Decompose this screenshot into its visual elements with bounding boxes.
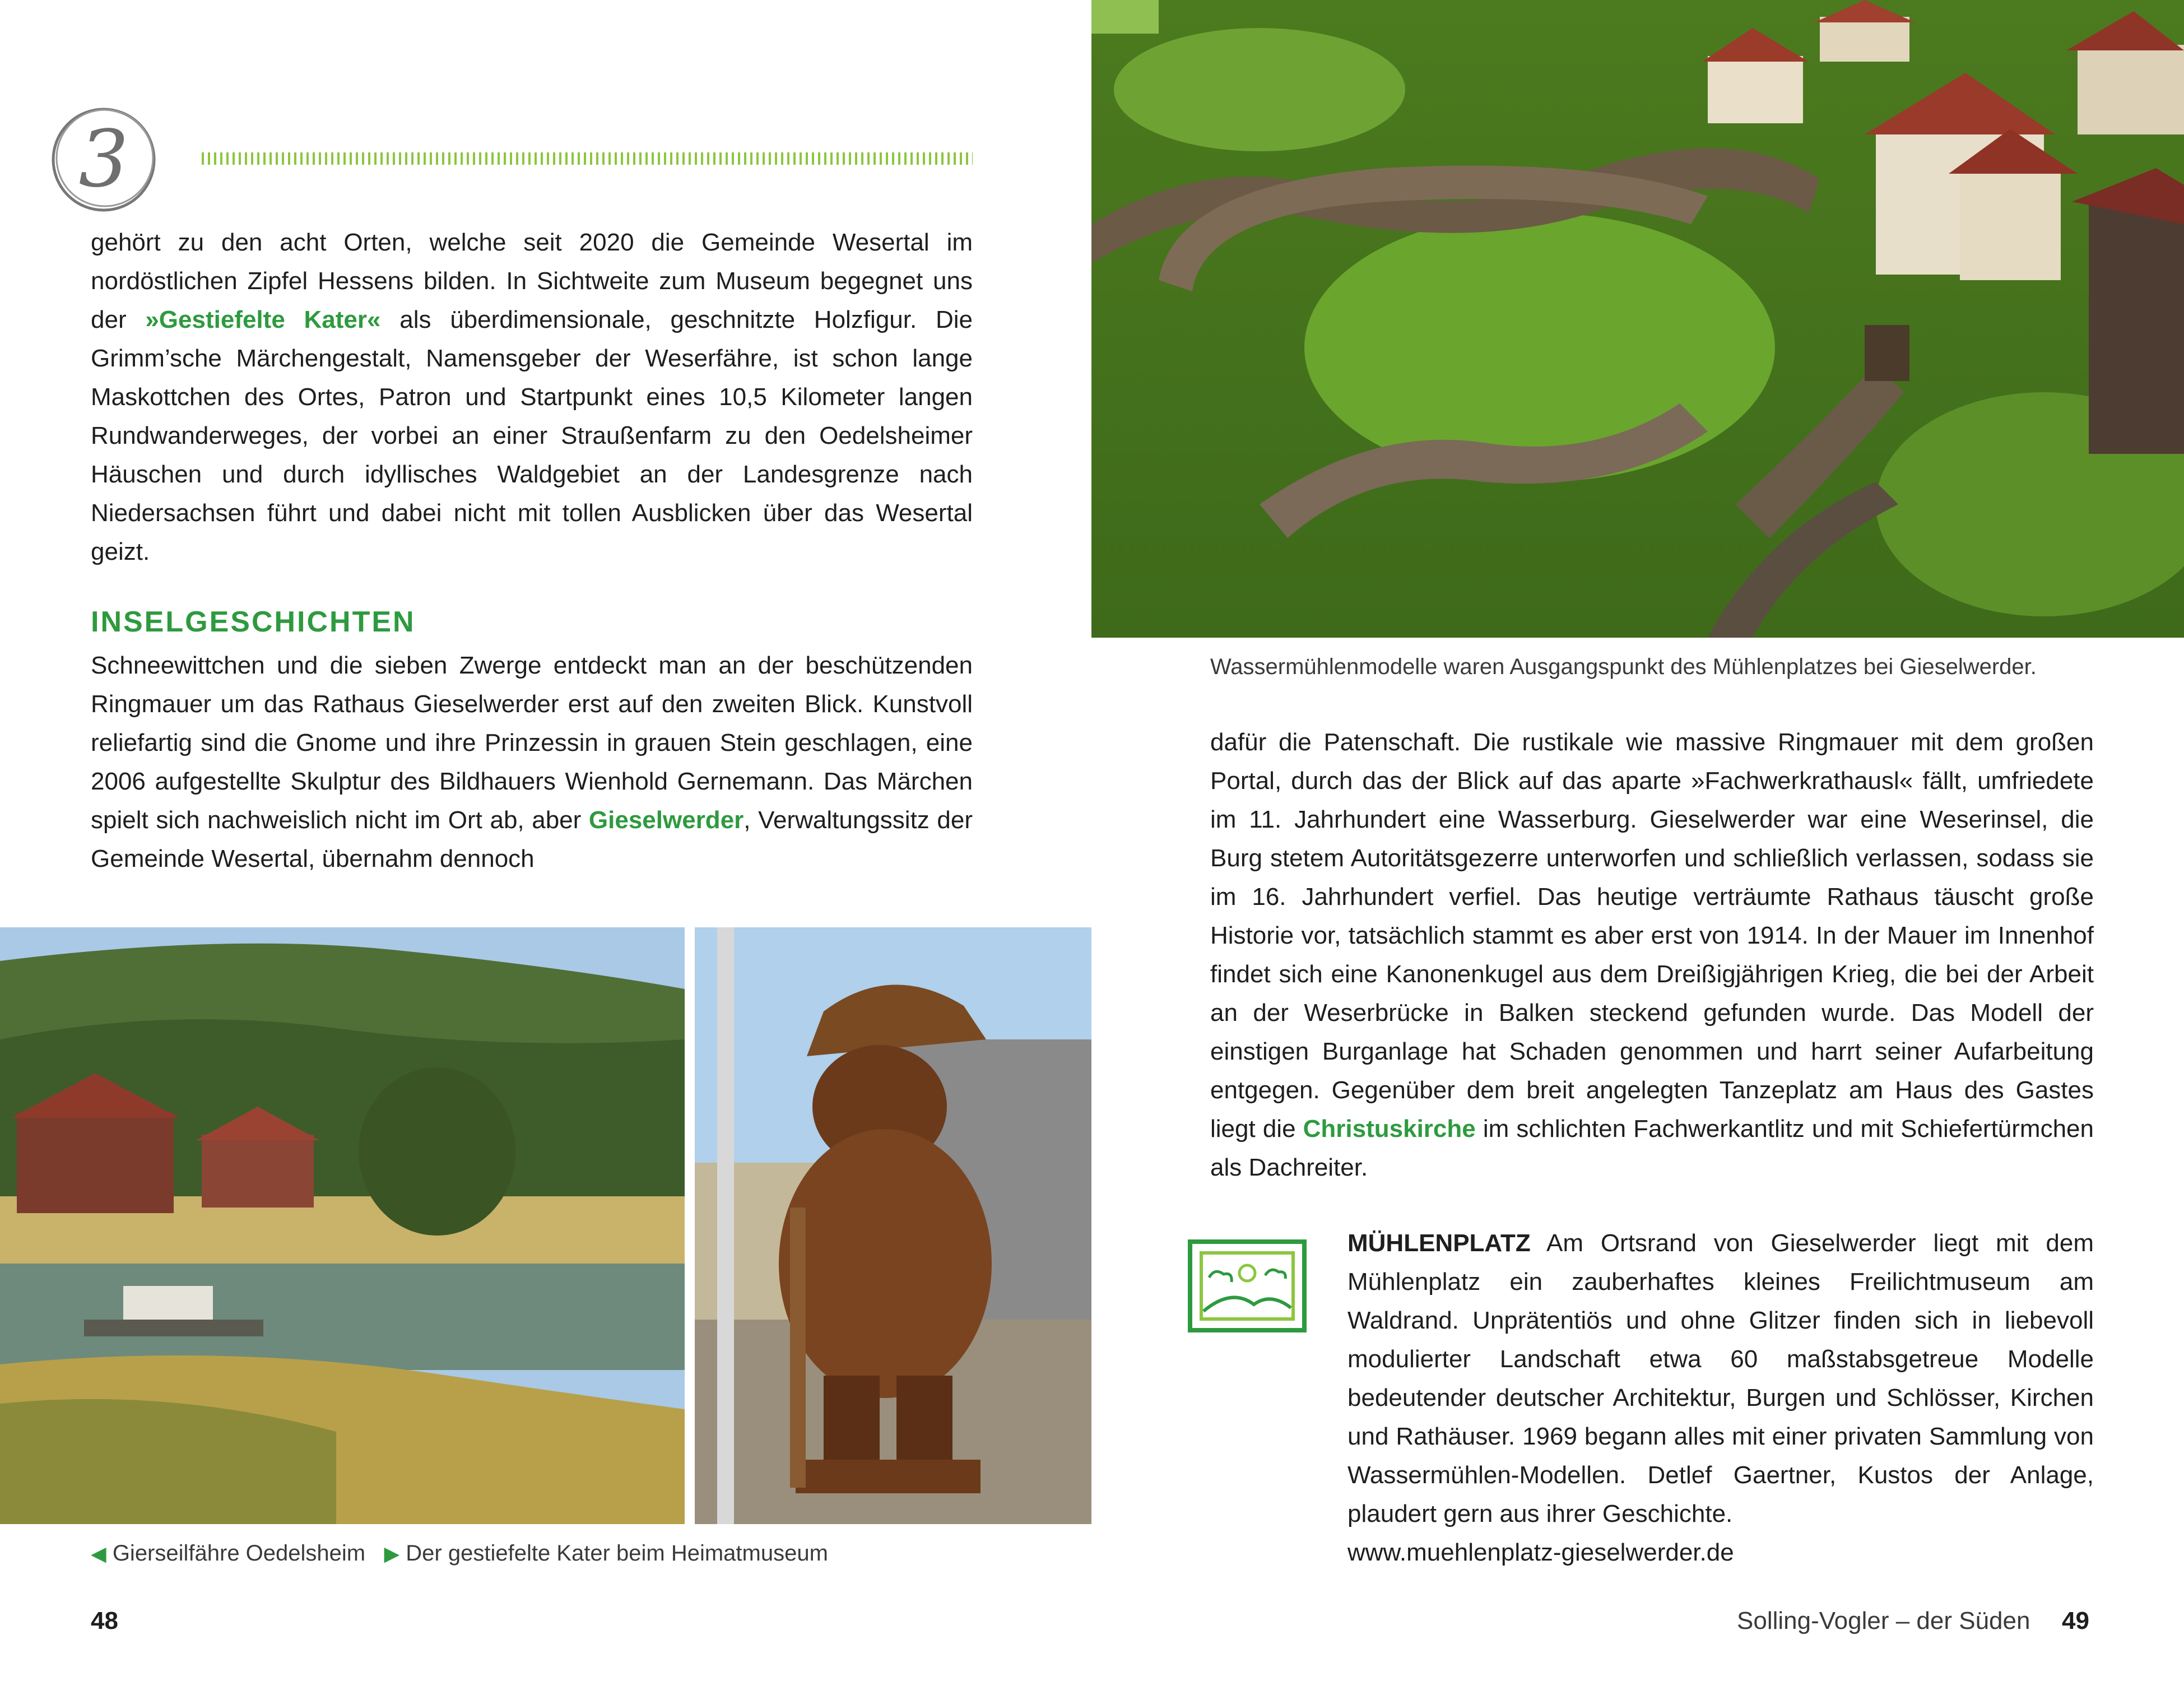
rathaus-paragraph: dafür die Patenschaft. Die rustikale wie massive Ringmauer mit dem großen Portal, durch das der Blick auf das aparte »Fachwerkrathausl« fällt, umfriedete im 11. Jahrhundert eine Wasserburg. Gieselwerder war eine Weserinsel, die Burg stetem Autoritätsgezerre unterworfen und schließlich verlassen, sodass sie im 16. Jahrhundert verfiel. Das heutige verträumte Rathaus täuscht große Historie vor, tatsächlich stammt es aber erst von 1914. In der Mauer im Innenhof findet sich eine Kanonenkugel aus dem Dreißigjährigen Krieg, die bei der Arbeit an der Weserbrücke in Balken steckend gefunden wurde. Das Modell der einstigen Burganlage hat Schaden genommen und harrt seiner Aufarbeitung entgegen. Gegenüber dem breit angelegten Tanzeplatz am Haus des Gastes liegt die Christuskirche im schlichten Fachwerkantlitz und mit Schiefertürmchen als Dachreiter. — [1210, 728, 2094, 1181]
page-number-left: 48 — [91, 1607, 118, 1634]
caption-ferry: Gierseilfähre Oedelsheim — [112, 1541, 366, 1566]
muehlenplatz-infobox: MÜHLENPLATZ Am Ortsrand von Gieselwerder liegt mit dem Mühlenplatz ein zauberhaftes kleines Freilichtmuseum am Waldrand. Unprätentiös und ohne Glitzer finden sich in liebevoll modulierter Landschaft etwa 60 maßstabsgetreue Modelle bedeutender deutscher Architektur, Burgen und Schlösser, Kirchen und Rathäuser. 1969 begann alles mit einer privaten Sammlung von Wassermühlen-Modellen. Detlef Gaertner, Kustos der Anlage, plaudert gern aus ihrer Geschichte. www.muehlenplatz-gieselwerder.de — [1347, 1229, 2094, 1566]
inselgeschichten-paragraph: Schneewittchen und die sieben Zwerge entdeckt man an der beschützenden Ringmauer um das Rathaus Gieselwerder erst auf den zweiten Blick. Kunstvoll reliefartig sind die Gnome und ihre Prinzessin in grauen Stein geschlagen, eine 2006 aufgestellte Skulptur des Bildhauers Wienhold Gernemann. Das Märchen spielt sich nachweislich nicht im Ort ab, aber Gieselwerder, Verwaltungssitz der Gemeinde Wesertal, übernahm dennoch — [91, 652, 973, 872]
infobox-url[interactable]: www.muehlenplatz-gieselwerder.de — [1347, 1539, 1734, 1566]
link-gestiefelte-kater: »Gestiefelte Kater« — [145, 306, 381, 333]
link-christuskirche: Christuskirche — [1303, 1115, 1476, 1143]
chapter-number: 3 — [78, 114, 129, 205]
intro-paragraph: gehört zu den acht Orten, welche seit 2020 die Gemeinde Wesertal im nordöstlichen Zipfel Hessens bilden. In Sichtweite zum Museum begegnet uns der »Gestiefelte Kater« als überdimensionale, geschnitzte Holzfigur. Die Grimm’sche Märchengestalt, Namensgeber der Weserfähre, ist schon lange Maskottchen des Ortes, Patron und Startpunkt eines 10,5 Kilometer langen Rundwanderweges, der vorbei an einer Straußenfarm zu den Oedelsheimer Häuschen und durch idyllisches Waldgebiet an der Landesgrenze nach Niedersachsen führt und dabei nicht mit tollen Ausblicken über das Wesertal geizt. — [91, 229, 973, 565]
arrow-right-icon: ▶ — [384, 1542, 400, 1565]
infobox-keyword: MÜHLENPLATZ — [1347, 1229, 1531, 1257]
arrow-left-icon: ◀ — [91, 1542, 106, 1565]
page-number-right: 49 — [2062, 1607, 2089, 1634]
photo-watermill-models — [1091, 0, 2184, 638]
caption-watermill: Wassermühlenmodelle waren Ausgangspunkt des Mühlenplatzes bei Gieselwerder. — [1210, 654, 2037, 679]
running-title: Solling-Vogler – der Süden — [1737, 1607, 2030, 1634]
caption-cat: Der gestiefelte Kater beim Heimatmuseum — [406, 1541, 828, 1566]
chapter-divider — [202, 152, 973, 165]
landscape-picture-icon — [1187, 1238, 1308, 1334]
link-gieselwerder: Gieselwerder — [588, 806, 744, 834]
photo-ferry-oedelsheim — [0, 927, 685, 1524]
section-heading: INSELGESCHICHTEN — [91, 606, 416, 638]
caption-bottom-photos — [91, 1541, 828, 1566]
photo-puss-in-boots-statue — [695, 927, 1091, 1524]
